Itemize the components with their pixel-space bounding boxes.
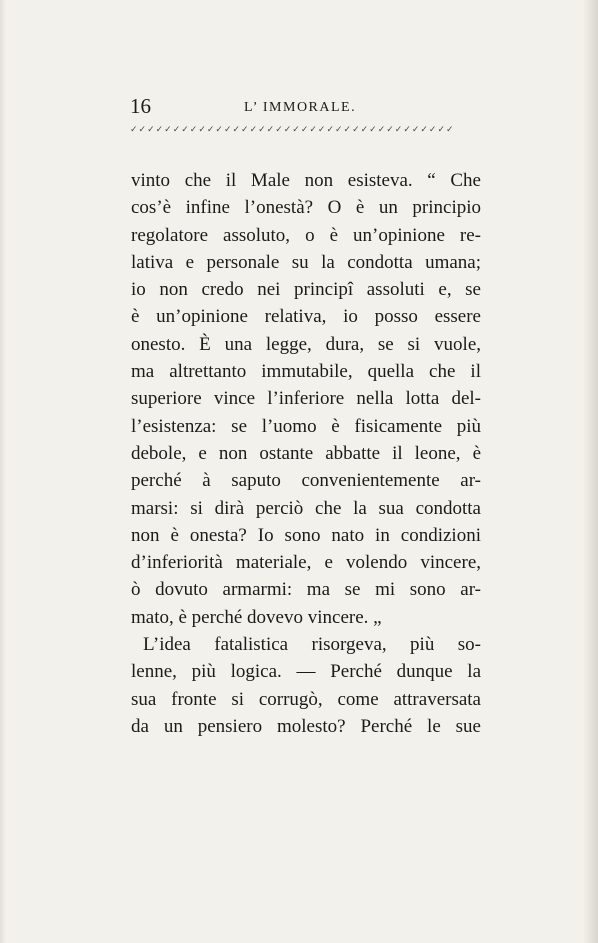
text-line: regolatore assoluto, o è un’opinione re- xyxy=(131,224,481,246)
text-line: lativa e personale su la condotta umana; xyxy=(131,251,481,273)
text-line: lenne, più logica. — Perché dunque la xyxy=(131,661,481,683)
page-left-shadow xyxy=(0,0,6,943)
text-line: da un pensiero molesto? Perché le sue xyxy=(131,715,481,737)
text-line: debole, e non ostante abbatte il leone, è xyxy=(131,442,481,464)
text-line: ò dovuto armarmi: ma se mi sono ar- xyxy=(131,579,481,601)
text-line: mato, è perché dovevo vincere. „ xyxy=(131,606,382,628)
text-line: onesto. È una legge, dura, se si vuole, xyxy=(131,333,481,355)
text-line: io non credo nei principî assoluti e, se xyxy=(131,279,481,301)
text-line: l’esistenza: se l’uomo è fisicamente più xyxy=(131,415,481,437)
body-text xyxy=(131,167,481,740)
text-line: L’idea fatalistica risorgeva, più so- xyxy=(143,634,481,656)
page-header xyxy=(130,94,478,124)
text-line: d’inferiorità materiale, e volendo vincere, xyxy=(131,552,481,574)
page-right-shadow xyxy=(584,0,598,943)
text-line: non è onesta? Io sono nato in condizioni xyxy=(131,524,481,546)
page-number: 16 xyxy=(130,94,151,118)
text-line: superiore vince l’inferiore nella lotta del- xyxy=(131,388,481,410)
ornamental-rule: ✓✓✓✓✓✓✓✓✓✓✓✓✓✓✓✓✓✓✓✓✓✓✓✓✓✓✓✓✓✓✓✓✓✓✓✓✓✓ xyxy=(130,124,455,134)
text-line: perché à saputo convenientemente ar- xyxy=(131,470,481,492)
text-line: vinto che il Male non esisteva. “ Che xyxy=(131,170,481,191)
text-line: ma altrettanto immutabile, quella che il xyxy=(131,361,481,383)
running-title: L’ IMMORALE. xyxy=(244,100,357,115)
text-line: marsi: si dirà perciò che la sua condotta xyxy=(131,497,481,519)
text-line: sua fronte si corrugò, come attraversata xyxy=(131,688,481,710)
text-line: cos’è infine l’onestà? O è un principio xyxy=(131,197,481,219)
text-line: è un’opinione relativa, io posso essere xyxy=(131,306,481,328)
